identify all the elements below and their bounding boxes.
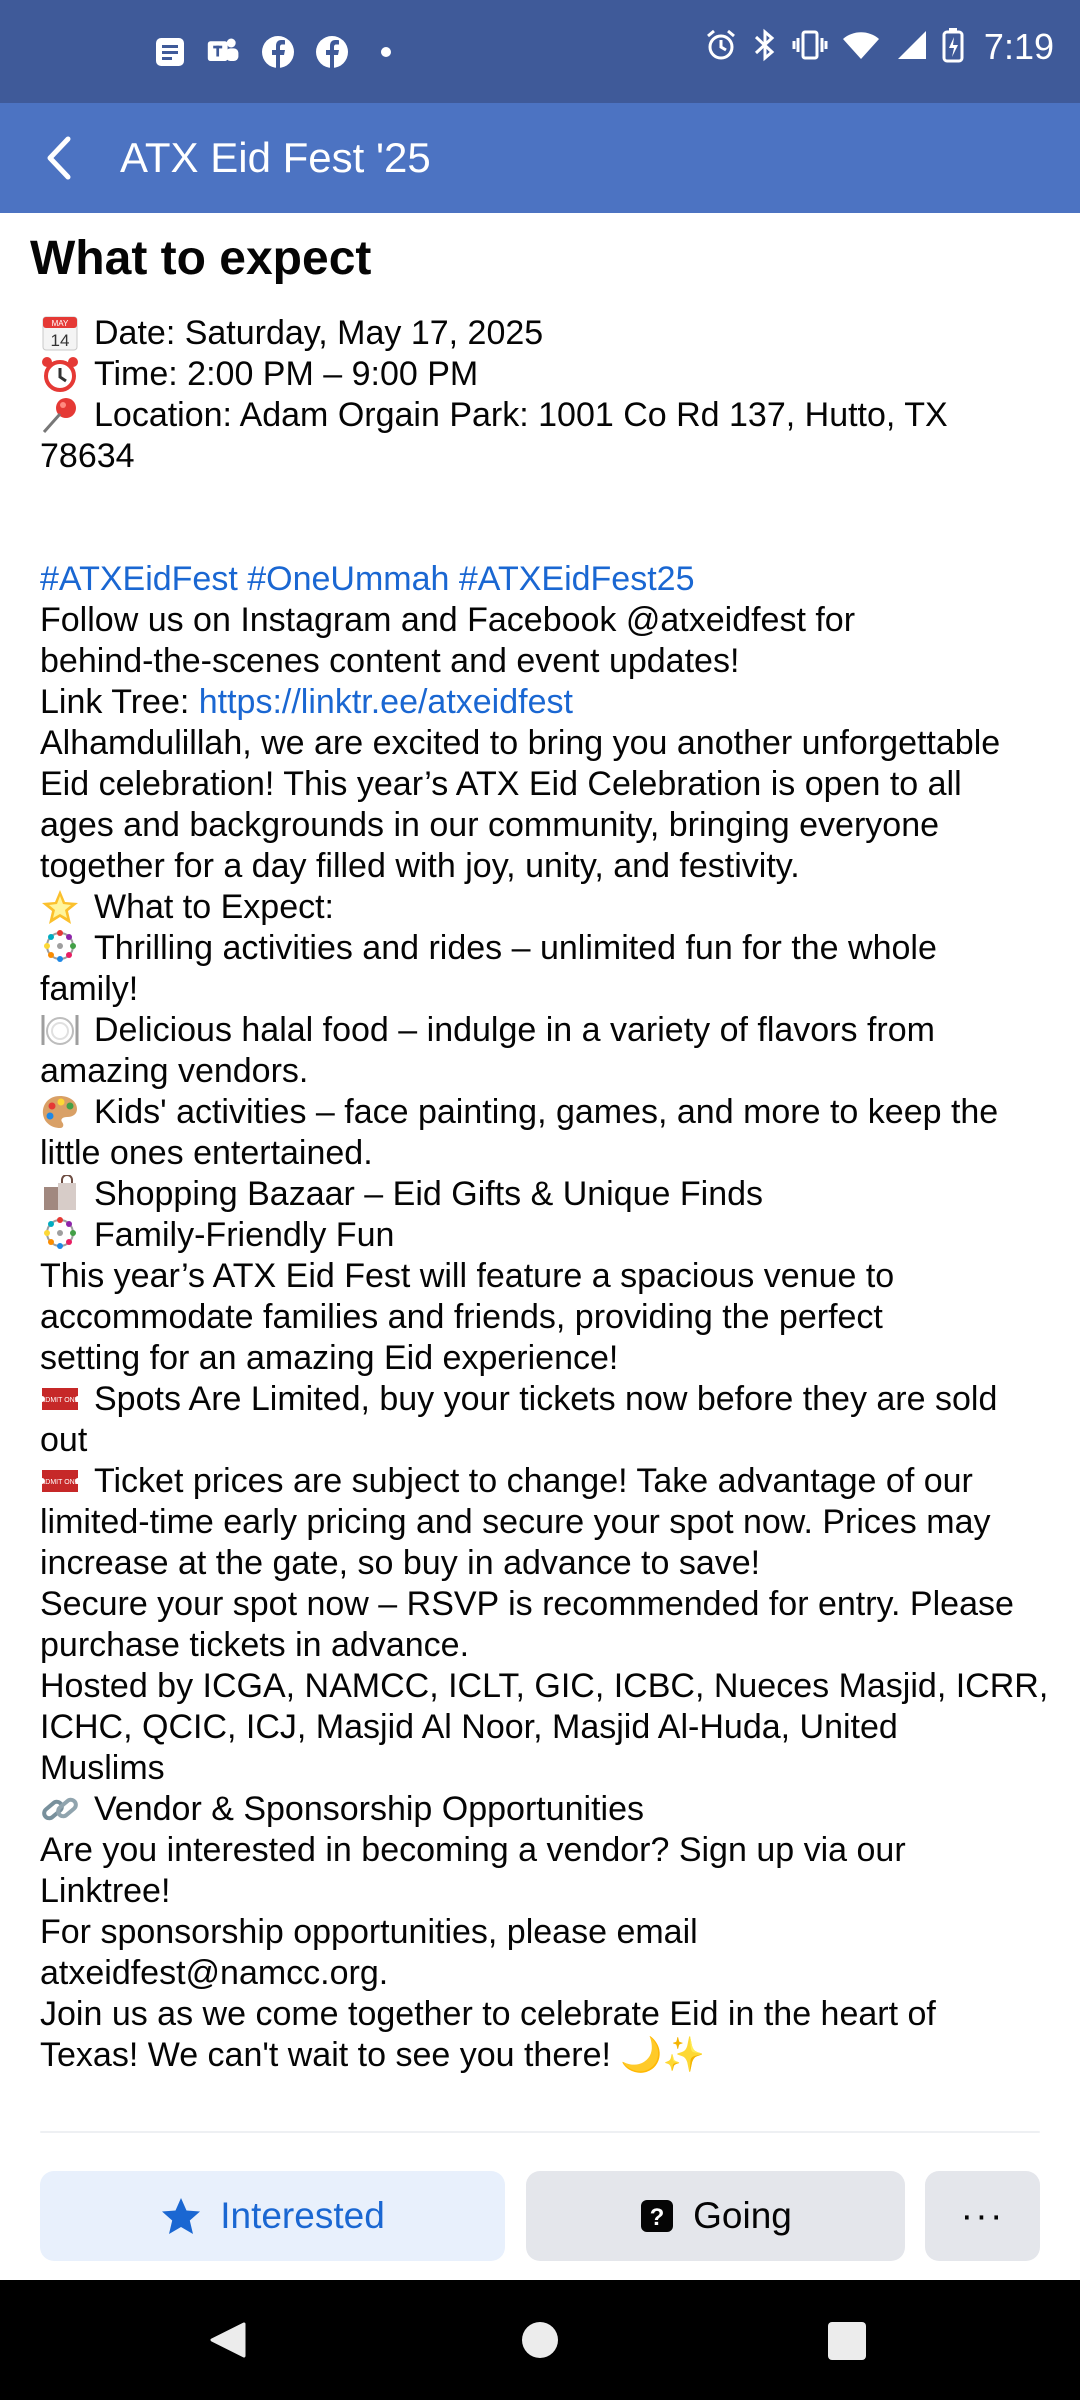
back-button[interactable] [36, 133, 86, 183]
going-label: Going [693, 2195, 792, 2236]
secure-text: purchase tickets in advance. [40, 1626, 470, 1664]
going-button[interactable] [526, 2171, 905, 2261]
nav-home-button[interactable] [522, 2322, 558, 2358]
vendor-text: atxeidfest@namcc.org. [40, 1954, 389, 1992]
alarm-clock-icon [40, 355, 80, 389]
hashtag-link[interactable]: #OneUmmah [247, 560, 450, 598]
venue-text: accommodate families and friends, providing the perfect [40, 1298, 883, 1336]
date-line [40, 313, 1050, 354]
ticket-icon [40, 1462, 80, 1496]
kids-text: Kids' activities – face painting, games, and more to keep the [94, 1093, 999, 1131]
notes-icon [152, 34, 188, 70]
system-navigation-bar [0, 2280, 1080, 2400]
system-icons [704, 26, 1054, 68]
thrilling-text: Thrilling activities and rides – unlimited fun for the whole [94, 929, 937, 967]
closing-line [40, 2035, 1050, 2076]
intro-text: Eid celebration! This year’s ATX Eid Celebration is open to all [40, 765, 962, 803]
closing-text: Texas! We can't wait to see you there! [40, 2036, 611, 2074]
secure-text: Secure your spot now – RSVP is recommended for entry. Please [40, 1585, 1014, 1623]
nav-back-button[interactable] [208, 2320, 248, 2360]
food-line [40, 1010, 1050, 1051]
time-line [40, 354, 1050, 395]
section-heading: What to expect [30, 232, 372, 285]
facebook-icon [260, 34, 296, 70]
more-options-button[interactable] [925, 2171, 1040, 2261]
page-title: ATX Eid Fest '25 [120, 134, 431, 181]
hashtag-link[interactable]: #ATXEidFest25 [458, 560, 695, 598]
ticket-icon [40, 1380, 80, 1414]
kids-text: little ones entertained. [40, 1134, 373, 1172]
action-bar [0, 2163, 1080, 2280]
pushpin-icon [40, 396, 80, 430]
back-arrow-icon [36, 133, 86, 183]
status-bar [0, 0, 1080, 103]
what-to-expect-label: What to Expect: [94, 888, 334, 926]
hosted-text: Hosted by ICGA, NAMCC, ICLT, GIC, ICBC, Nueces Masjid, ICRR, [40, 1667, 1049, 1705]
more-label: ··· [960, 2194, 1005, 2237]
vendor-text: Linktree! [40, 1872, 171, 1910]
link-icon [40, 1790, 80, 1824]
spots-text: Spots Are Limited, buy your tickets now before they are sold [94, 1380, 998, 1418]
hosted-text: ICHC, QCIC, ICJ, Masjid Al Noor, Masjid Al-Huda, United [40, 1708, 898, 1746]
vendor-heading: Vendor & Sponsorship Opportunities [94, 1790, 645, 1828]
question-box-icon [639, 2198, 675, 2234]
vibrate-icon [792, 28, 828, 67]
follow-text: Follow us on Instagram and Facebook @atxeidfest for [40, 601, 856, 639]
venue-text: setting for an amazing Eid experience! [40, 1339, 619, 1377]
shopping-bags-icon [40, 1175, 80, 1209]
thrilling-line [40, 928, 1050, 969]
star-icon [160, 2196, 202, 2236]
artist-palette-icon [40, 1093, 80, 1127]
shopping-line [40, 1174, 1050, 1215]
svg-text:?: ? [649, 2204, 665, 2231]
star-glow-icon [40, 888, 80, 922]
calendar-day-text: 14 [50, 331, 70, 350]
venue-text: This year’s ATX Eid Fest will feature a spacious venue to [40, 1257, 895, 1295]
ferris-wheel-icon [40, 929, 80, 963]
hashtag-link[interactable]: #ATXEidFest [40, 560, 238, 598]
event-location-zip: 78634 [40, 437, 135, 475]
plate-cutlery-icon [40, 1011, 80, 1045]
teams-icon [206, 34, 242, 70]
event-details [0, 213, 1080, 2163]
vendor-heading-line [40, 1789, 1050, 1830]
cellular-signal-icon [894, 29, 928, 66]
follow-text: behind-the-scenes content and event updates! [40, 642, 740, 680]
event-description [40, 313, 1050, 2076]
interested-label: Interested [220, 2195, 385, 2236]
family-fun-line [40, 1215, 1050, 1256]
shopping-text: Shopping Bazaar – Eid Gifts & Unique Finds [94, 1175, 764, 1213]
more-notifications-dot-icon [368, 34, 404, 70]
divider [40, 2131, 1040, 2133]
event-date: Date: Saturday, May 17, 2025 [94, 314, 544, 352]
wifi-icon [842, 29, 880, 66]
food-text: Delicious halal food – indulge in a variety of flavors from [94, 1011, 935, 1049]
spots-text: out [40, 1421, 88, 1459]
kids-line [40, 1092, 1050, 1133]
interested-button[interactable] [40, 2171, 505, 2261]
event-location: Location: Adam Orgain Park: 1001 Co Rd 137, Hutto, TX [94, 396, 948, 434]
linktree-line [40, 682, 1050, 723]
ticket-text: ADMIT ONE [40, 1479, 80, 1486]
prices-line [40, 1461, 1050, 1502]
intro-text: ages and backgrounds in our community, bringing everyone [40, 806, 940, 844]
event-time: Time: 2:00 PM – 9:00 PM [94, 355, 479, 393]
calendar-icon [40, 314, 80, 348]
vendor-text: Are you interested in becoming a vendor? Sign up via our [40, 1831, 906, 1869]
nav-recents-button[interactable] [828, 2322, 866, 2360]
hosted-text: Muslims [40, 1749, 165, 1787]
vendor-text: For sponsorship opportunities, please email [40, 1913, 698, 1951]
alarm-icon [704, 28, 738, 67]
food-text: amazing vendors. [40, 1052, 309, 1090]
notification-icons [152, 34, 404, 70]
vendor-text: Join us as we come together to celebrate Eid in the heart of [40, 1995, 936, 2033]
ferris-wheel-icon [40, 1216, 80, 1250]
what-to-expect-line [40, 887, 1050, 928]
spots-line [40, 1379, 1050, 1420]
linktree-label: Link Tree: [40, 683, 199, 721]
app-bar [0, 103, 1080, 213]
family-fun-text: Family-Friendly Fun [94, 1216, 395, 1254]
battery-charging-icon [942, 27, 964, 68]
intro-text: together for a day filled with joy, unity, and festivity. [40, 847, 800, 885]
calendar-month-text: MAY [51, 319, 69, 328]
facebook-icon [314, 34, 350, 70]
moon-sparkles-emoji: 🌙✨ [620, 2036, 706, 2074]
status-time: 7:19 [983, 26, 1054, 67]
prices-text: limited-time early pricing and secure your spot now. Prices may [40, 1503, 991, 1541]
nav-back-triangle-icon [208, 2320, 248, 2360]
linktree-link[interactable]: https://linktr.ee/atxeidfest [198, 683, 573, 721]
location-line [40, 395, 1050, 436]
hashtags [40, 559, 1050, 600]
ticket-text: ADMIT ONE [40, 1397, 80, 1404]
prices-text: increase at the gate, so buy in advance to save! [40, 1544, 761, 1582]
prices-text: Ticket prices are subject to change! Take advantage of our [94, 1462, 973, 1500]
intro-text: Alhamdulillah, we are excited to bring you another unforgettable [40, 724, 1001, 762]
thrilling-text: family! [40, 970, 139, 1008]
bluetooth-icon [752, 27, 778, 68]
